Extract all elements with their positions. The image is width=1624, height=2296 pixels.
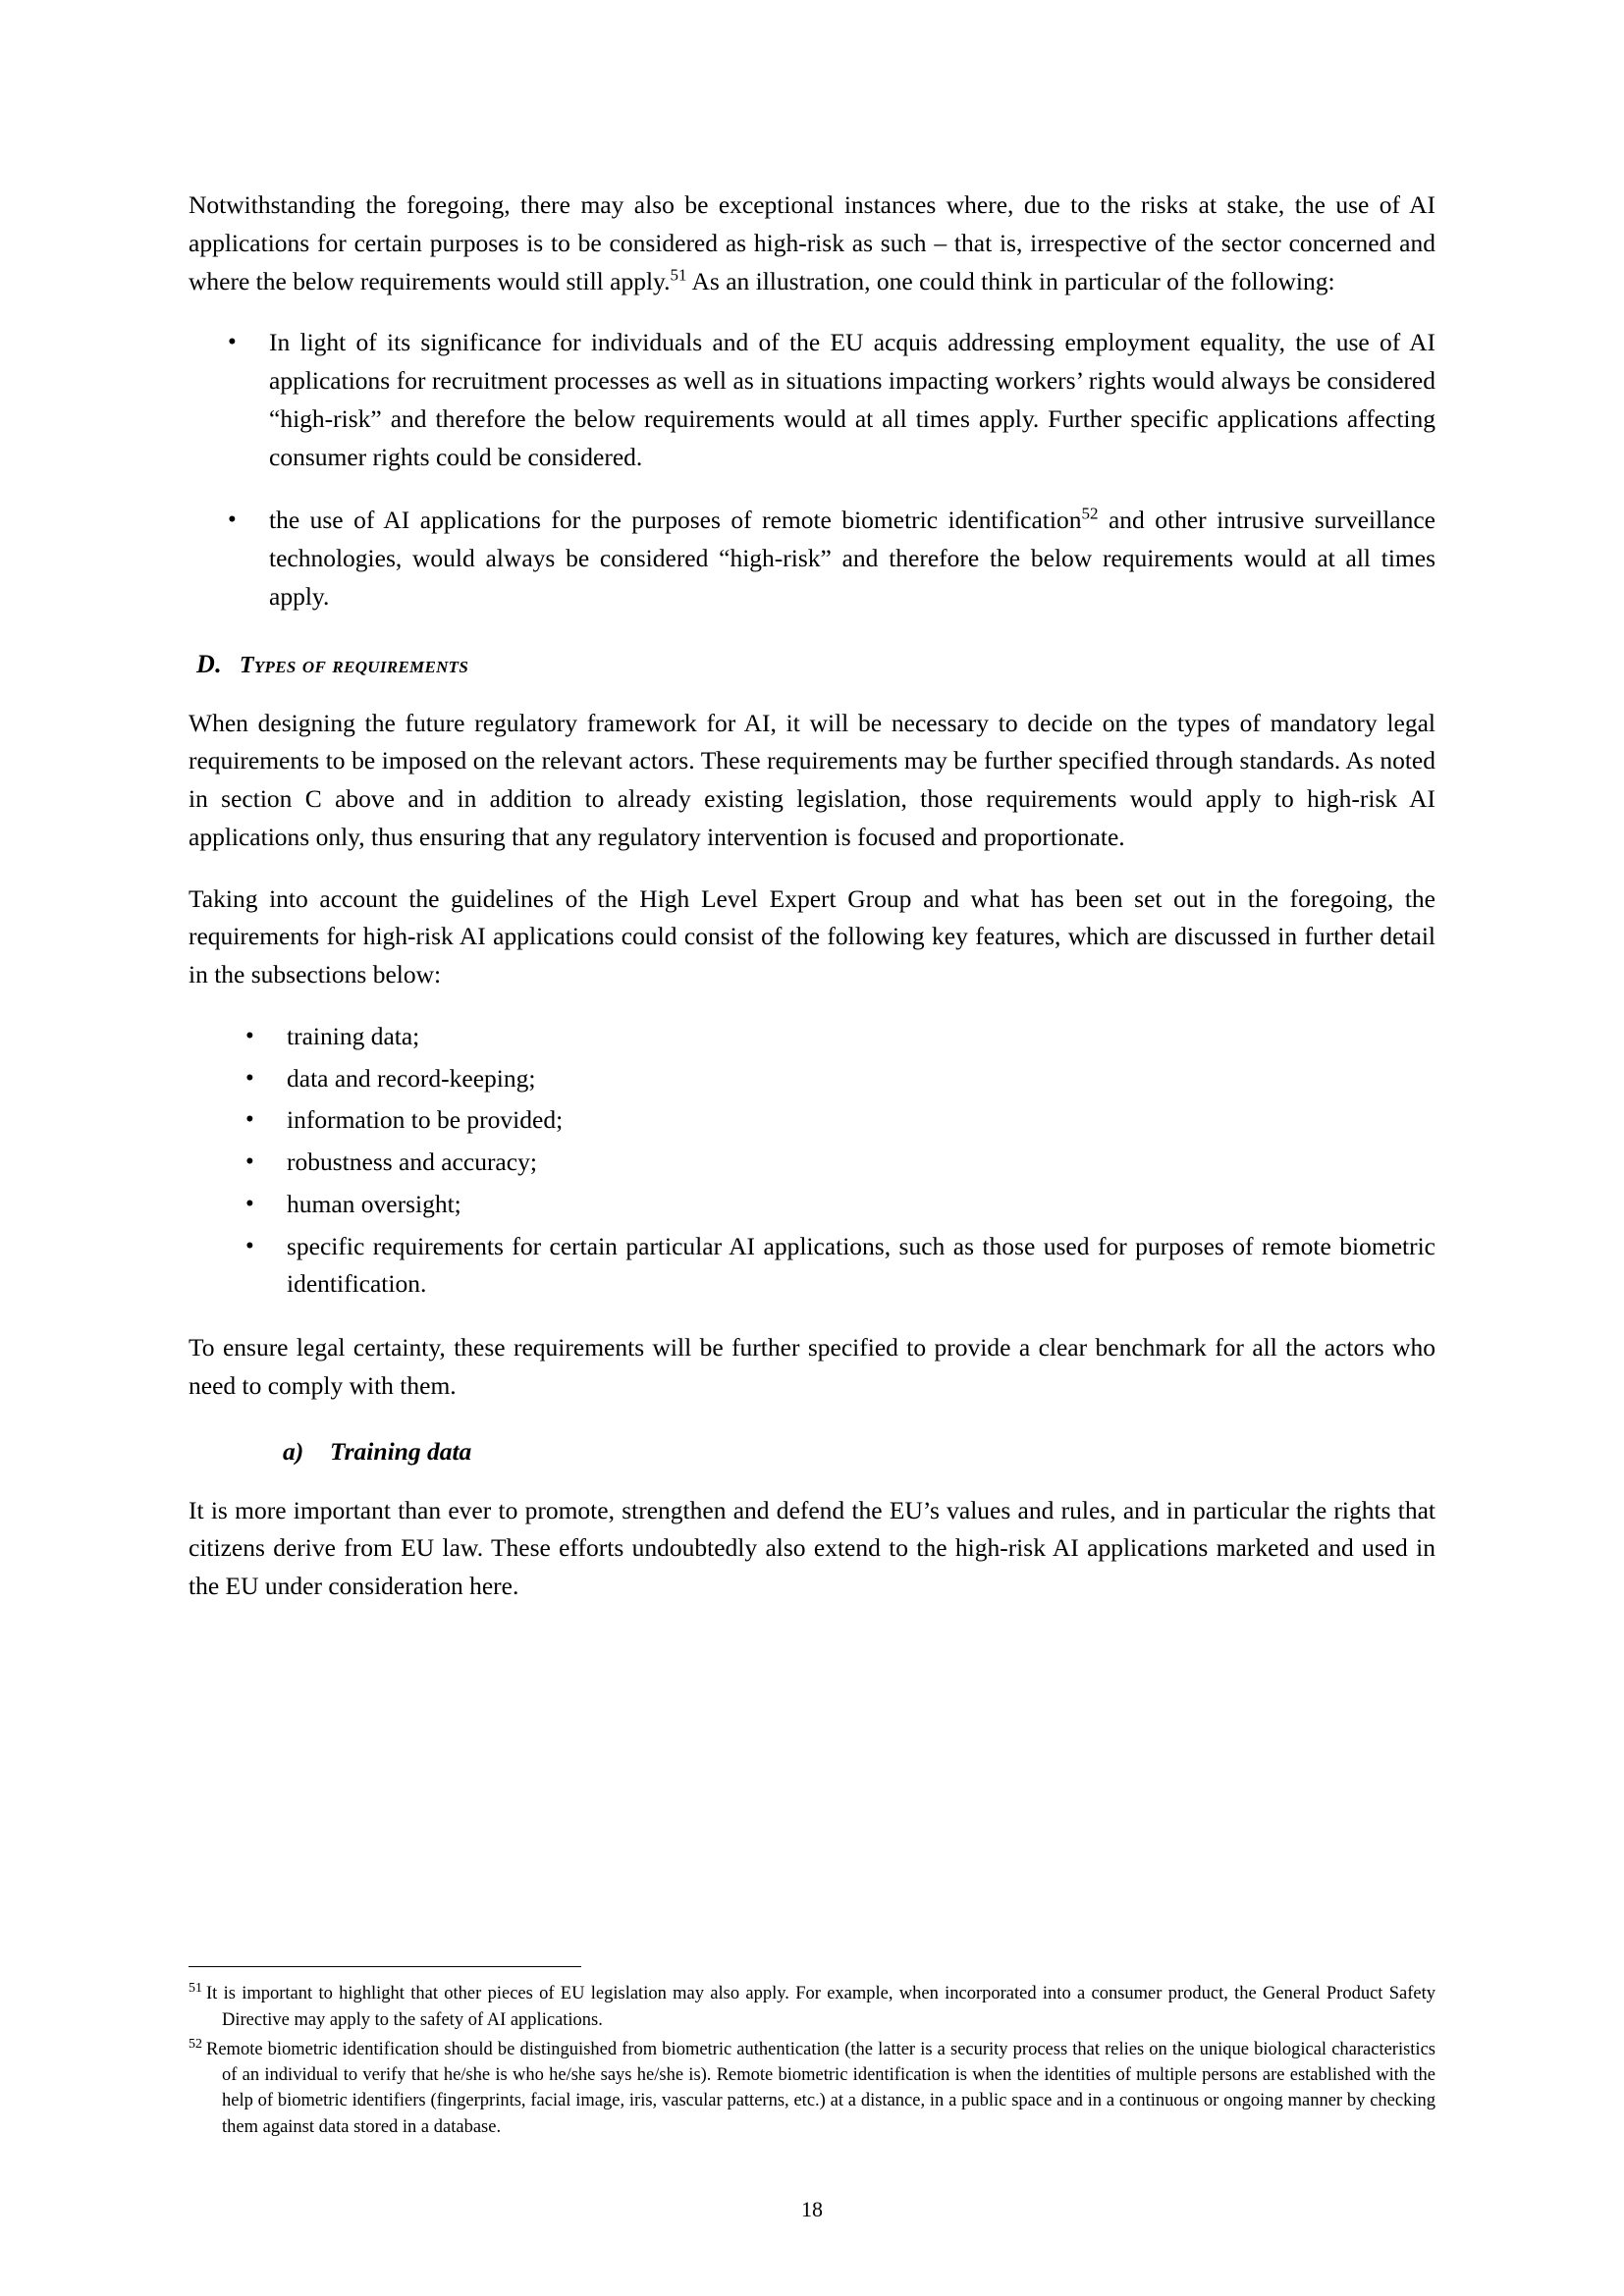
- bullet-1-text: In light of its significance for individuals and of the EU acquis addressing employment equality, the use of AI applications for recruitment processes as well as in situations impacting workers’ rights would always be considered “high-risk” and therefore the below requirements would at all times apply. Further specific applications affecting consumer rights could be considered.: [269, 328, 1435, 471]
- footnotes-section: [189, 1966, 1435, 2144]
- section-heading-d: [196, 650, 1435, 679]
- footnote-52: [189, 2037, 1435, 2140]
- list-item: • information to be provided;: [189, 1101, 1435, 1140]
- high-risk-examples-list: [189, 324, 1435, 615]
- paragraph-legal-certainty: To ensure legal certainty, these requirements will be further specified to provide a clear benchmark for all the actors who need to comply with them.: [189, 1333, 1435, 1400]
- key-features-list: [189, 1018, 1435, 1304]
- subsection-title: Training data: [330, 1436, 472, 1466]
- paragraph-training-data: It is more important than ever to promote, strengthen and defend the EU’s values and rules, and in particular the rights that citizens derive from EU law. These efforts undoubtedly also extend to the high-risk AI applications marketed and used in the EU under consideration here.: [189, 1495, 1435, 1600]
- paragraph-intro-continued: As an illustration, one could think in particular of the following:: [686, 266, 1335, 295]
- list-item: [189, 324, 1435, 476]
- paragraph-intro: [189, 187, 1435, 300]
- footnote-52-text: Remote biometric identification should be distinguished from biometric authentication (the latter is a security process that relies on the unique biological characteristics of an individual to verify that he/she is who he/she says he/she is). Remote biometric identification is when the identities of multiple persons are established with the help of biometric identifiers (fingerprints, facial image, iris, vascular patterns, etc.) at a distance, in a public space and in a continuous or ongoing manner by checking them against data stored in a database.: [206, 2039, 1435, 2137]
- bullet-2-text-before: the use of AI applications for the purposes of remote biometric identification: [269, 506, 1082, 535]
- paragraph-intro-text: Notwithstanding the foregoing, there may also be exceptional instances where, due to the risks at stake, the use of AI applications for certain purposes is to be considered as high-risk as such – that is, irrespective of the sector concerned and where the below requirements would still apply.: [189, 190, 1435, 295]
- footnote-52-number: 52: [189, 2036, 202, 2052]
- page-number: 18: [801, 2197, 823, 2221]
- list-item: • training data;: [189, 1018, 1435, 1056]
- list-item: • specific requirements for certain particular AI applications, such as those used for purposes of remote biometric identification.: [189, 1228, 1435, 1305]
- paragraph-designing-framework: When designing the future regulatory framework for AI, it will be necessary to decide on the types of mandatory legal requirements to be imposed on the relevant actors. These requirements may be further specified through standards. As noted in section C above and in addition to already existing legislation, those requirements would apply to high-risk AI applications only, thus ensuring that any regulatory intervention is focused and proportionate.: [189, 708, 1435, 851]
- footnote-51-number: 51: [189, 1981, 202, 1997]
- footnote-51-text: It is important to highlight that other pieces of EU legislation may also apply. For example, when incorporated into a consumer product, the General Product Safety Directive may apply to the safety of AI applications.: [206, 1984, 1435, 2030]
- subsection-marker: a): [283, 1436, 304, 1466]
- section-heading-d-letter: D.: [196, 649, 222, 678]
- list-item: • data and record-keeping;: [189, 1060, 1435, 1098]
- footnote-51: [189, 1981, 1435, 2033]
- footnote-separator: [189, 1966, 581, 1967]
- subsection-heading-training-data: [189, 1437, 1435, 1467]
- footnote-marker-52[interactable]: 52: [1081, 504, 1099, 523]
- section-heading-d-title: Types of requirements: [239, 652, 469, 678]
- bullet-2-text-after: and other intrusive surveillance technologies, would always be considered “high-risk” and therefore the below requirements would at all times apply.: [269, 506, 1435, 611]
- paragraph-taking-into-account: Taking into account the guidelines of the High Level Expert Group and what has been set out in the foregoing, the requirements for high-risk AI applications could consist of the following key features, which are discussed in further detail in the subsections below:: [189, 883, 1435, 988]
- list-item: • robustness and accuracy;: [189, 1144, 1435, 1182]
- footnote-marker-51[interactable]: 51: [670, 265, 687, 284]
- list-item: • human oversight;: [189, 1186, 1435, 1224]
- list-item: [189, 502, 1435, 615]
